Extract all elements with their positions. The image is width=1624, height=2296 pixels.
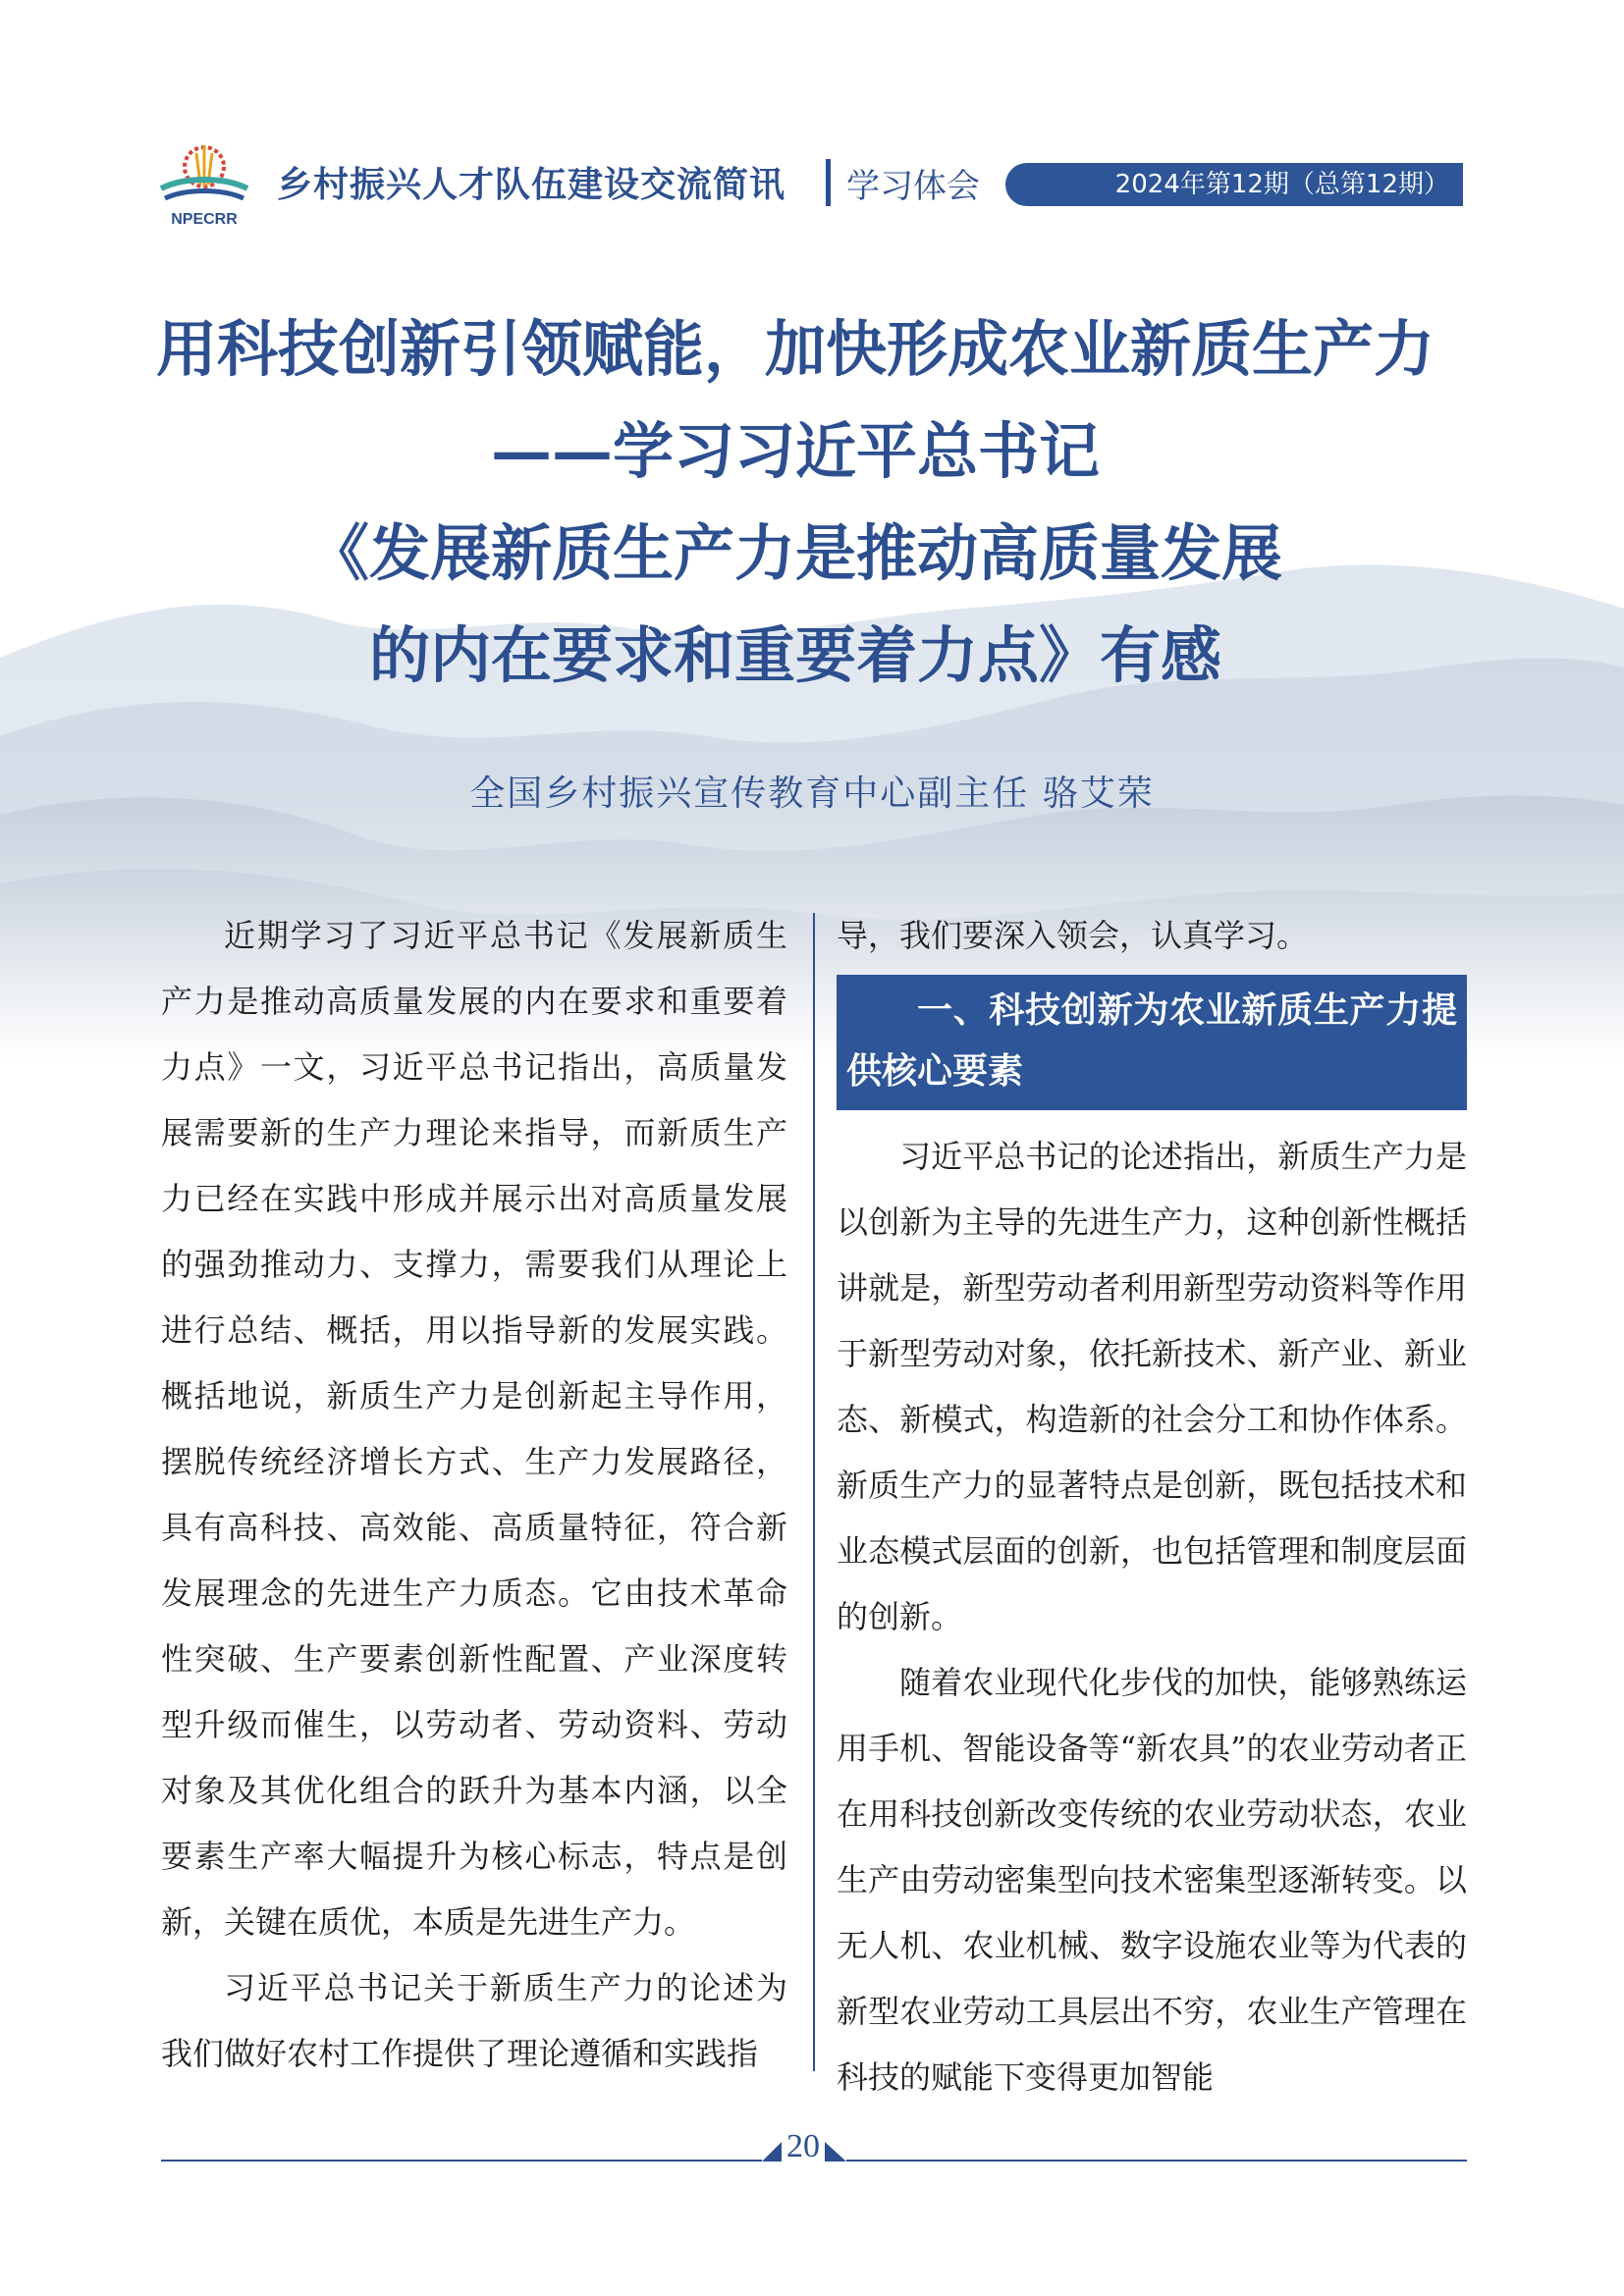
paragraph-continuation: 导，我们要深入领会，认真学习。 xyxy=(837,917,1309,954)
paragraph: 随着农业现代化步伐的加快，能够熟练运用手机、智能设备等“新农具”的农业劳动者正在用科技创新改变传统的农业劳动状态，农业生产由劳动密集型向技术密集型逐渐转变。以无人机、农业机械、数字设施农业等为代表的新型农业劳动工具层出不穷，农业生产管理在科技的赋能下变得更加智能 xyxy=(837,1664,1467,2096)
article-title-line-1: 用科技创新引领赋能，加快形成农业新质生产力 xyxy=(155,313,1435,385)
footer-triangle-right-icon xyxy=(825,2142,846,2162)
footer-rule-left xyxy=(161,2160,762,2162)
logo-text: NPECRR xyxy=(171,211,238,228)
column-divider xyxy=(813,913,815,2071)
right-column xyxy=(837,903,1467,2110)
header-separator xyxy=(826,159,831,206)
article-title-line-3: 《发展新质生产力是推动高质量发展 xyxy=(307,517,1282,589)
issue-badge: 2024年第12期（总第12期） xyxy=(1005,163,1463,206)
paragraph: 习近平总书记的论述指出，新质生产力是以创新为主导的先进生产力，这种创新性概括讲就是，新型劳动者利用新型劳动资料等作用于新型劳动对象，依托新技术、新产业、新业态、新模式，构造新的社会分工和协作体系。新质生产力的显著特点是创新，既包括技术和业态模式层面的创新，也包括管理和制度层面的创新。 xyxy=(837,1138,1467,1635)
left-column xyxy=(161,903,787,2087)
footer-triangle-left-icon xyxy=(762,2142,782,2162)
section-label: 学习体会 xyxy=(846,167,980,206)
paragraph: 习近平总书记关于新质生产力的论述为我们做好农村工作提供了理论遵循和实践指 xyxy=(161,1969,787,2072)
publication-title: 乡村振兴人才队伍建设交流简讯 xyxy=(277,165,786,205)
paragraph: 近期学习了习近平总书记《发展新质生产力是推动高质量发展的内在要求和重要着力点》一文，习近平总书记指出，高质量发展需要新的生产力理论来指导，而新质生产力已经在实践中形成并展示出对高质量发展的强劲推动力、支撑力，需要我们从理论上进行总结、概括，用以指导新的发展实践。概括地说，新质生产力是创新起主导作用，摆脱传统经济增长方式、生产力发展路径，具有高科技、高效能、高质量特征，符合新发展理念的先进生产力质态。它由技术革命性突破、生产要素创新性配置、产业深度转型升级而催生，以劳动者、劳动资料、劳动对象及其优化组合的跃升为基本内涵，以全要素生产率大幅提升为核心标志，特点是创新，关键在质优，本质是先进生产力。 xyxy=(161,917,787,1941)
author-byline: 全国乡村振兴宣传教育中心副主任 骆艾荣 xyxy=(469,774,1155,814)
article-title-line-4: 的内在要求和重要着力点》有感 xyxy=(368,619,1221,691)
npecrr-logo xyxy=(155,137,253,232)
section-heading: 一、科技创新为农业新质生产力提供核心要素 xyxy=(837,975,1467,1110)
page-number: 20 xyxy=(786,2128,820,2164)
footer-rule-right xyxy=(846,2160,1467,2162)
article-title-line-2: ——学习习近平总书记 xyxy=(490,415,1100,487)
